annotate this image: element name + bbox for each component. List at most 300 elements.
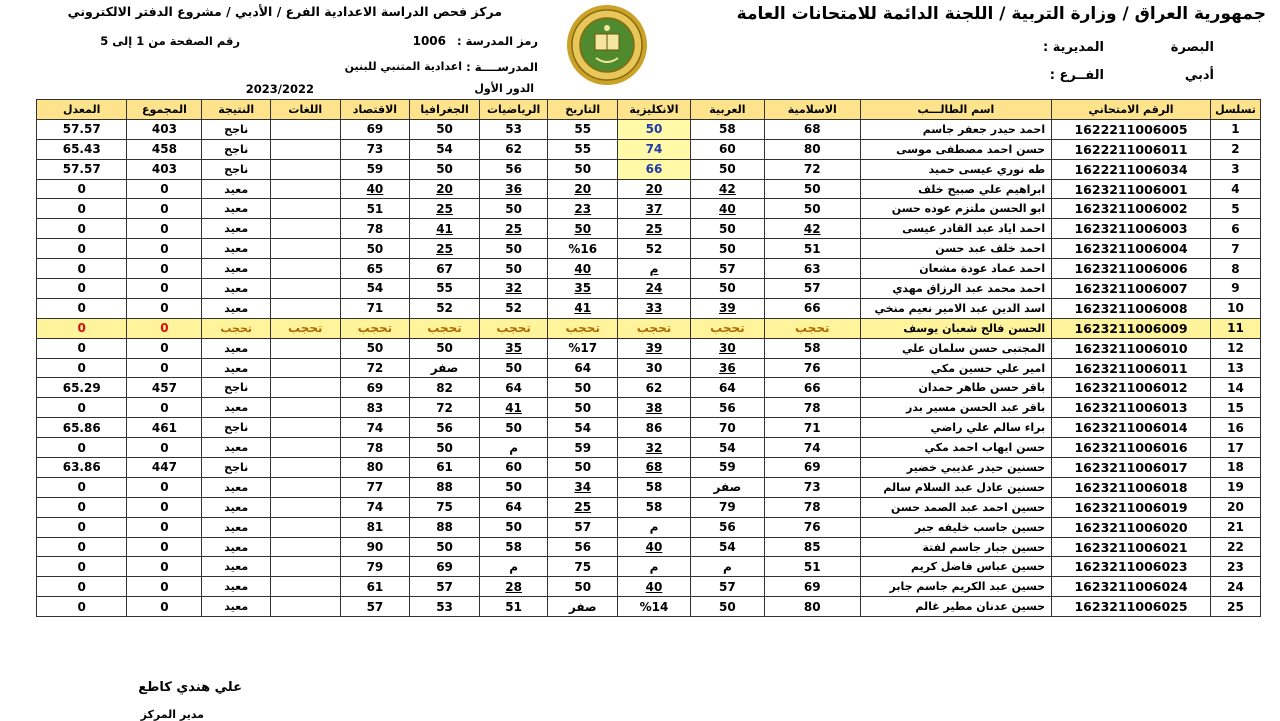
cell-history: 34 xyxy=(548,477,618,497)
cell-economics: 40 xyxy=(340,179,410,199)
cell-islamic: 50 xyxy=(764,199,860,219)
cell-history: 50 xyxy=(548,159,618,179)
table-row xyxy=(37,378,1261,398)
cell-arabic: 54 xyxy=(690,438,764,458)
cell-average: 0 xyxy=(37,577,127,597)
cell-result: معيد xyxy=(202,298,271,318)
cell-result: ناجح xyxy=(202,418,271,438)
cell-geography: 82 xyxy=(410,378,480,398)
cell-geography: 55 xyxy=(410,279,480,299)
column-header-arabic: العربية xyxy=(690,100,764,120)
cell-math: 50 xyxy=(479,418,548,438)
cell-geography: 50 xyxy=(410,438,480,458)
cell-result: معيد xyxy=(202,199,271,219)
cell-average: 0 xyxy=(37,338,127,358)
cell-islamic: 80 xyxy=(764,139,860,159)
cell-total: 0 xyxy=(127,537,202,557)
cell-total: 0 xyxy=(127,517,202,537)
cell-english: 39 xyxy=(618,338,691,358)
column-header-average: المعدل xyxy=(37,100,127,120)
cell-economics: تحجب xyxy=(340,318,410,338)
cell-islamic: 57 xyxy=(764,279,860,299)
cell-history: 75 xyxy=(548,557,618,577)
cell-result: تحجب xyxy=(202,318,271,338)
cell-math: 51 xyxy=(479,597,548,617)
cell-islamic: 58 xyxy=(764,338,860,358)
cell-student-name: حسين احمد عبد الصمد حسن xyxy=(860,497,1051,517)
cell-islamic: 76 xyxy=(764,358,860,378)
cell-history: صفر xyxy=(548,597,618,617)
cell-student-name: حسن ايهاب احمد مكي xyxy=(860,438,1051,458)
cell-arabic: 30 xyxy=(690,338,764,358)
cell-english: 40 xyxy=(618,577,691,597)
cell-exam-number: 1623211006004 xyxy=(1052,239,1211,259)
cell-arabic: 70 xyxy=(690,418,764,438)
cell-arabic: 79 xyxy=(690,497,764,517)
cell-seq: 4 xyxy=(1210,179,1260,199)
cell-english: م xyxy=(618,557,691,577)
cell-history: 55 xyxy=(548,119,618,139)
cell-math: 50 xyxy=(479,239,548,259)
cell-total: 0 xyxy=(127,497,202,517)
cell-islamic: 51 xyxy=(764,557,860,577)
cell-exam-number: 1623211006021 xyxy=(1052,537,1211,557)
cell-geography: 50 xyxy=(410,338,480,358)
cell-total: 0 xyxy=(127,259,202,279)
column-header-islamic: الاسلامية xyxy=(764,100,860,120)
cell-islamic: تحجب xyxy=(764,318,860,338)
column-header-exam-number: الرقم الامتحاني xyxy=(1052,100,1211,120)
cell-history: %17 xyxy=(548,338,618,358)
cell-economics: 54 xyxy=(340,279,410,299)
cell-student-name: طه نوري عيسى حميد xyxy=(860,159,1051,179)
cell-exam-number: 1623211006003 xyxy=(1052,219,1211,239)
cell-economics: 57 xyxy=(340,597,410,617)
cell-seq: 19 xyxy=(1210,477,1260,497)
signer-name: علي هندي كاطع xyxy=(138,680,242,695)
cell-history: 59 xyxy=(548,438,618,458)
school-label: المدرســــة : xyxy=(466,60,538,74)
document-title: جمهورية العراق / وزارة التربية / اللجنة الدائمة للامتحانات العامة xyxy=(736,4,1266,24)
cell-arabic: 50 xyxy=(690,597,764,617)
cell-seq: 8 xyxy=(1210,259,1260,279)
cell-english: 25 xyxy=(618,219,691,239)
column-header-economics: الاقتصاد xyxy=(340,100,410,120)
cell-math: 64 xyxy=(479,378,548,398)
table-row xyxy=(37,159,1261,179)
cell-exam-number: 1622211006005 xyxy=(1052,119,1211,139)
cell-history: %16 xyxy=(548,239,618,259)
table-row xyxy=(37,458,1261,478)
cell-exam-number: 1623211006024 xyxy=(1052,577,1211,597)
cell-total: 0 xyxy=(127,279,202,299)
table-row xyxy=(37,259,1261,279)
cell-average: 63.86 xyxy=(37,458,127,478)
cell-result: معيد xyxy=(202,497,271,517)
cell-average: 0 xyxy=(37,497,127,517)
cell-student-name: حسين عبد الكريم جاسم جابر xyxy=(860,577,1051,597)
table-row xyxy=(37,219,1261,239)
cell-student-name: حسين جاسب خليفه جبر xyxy=(860,517,1051,537)
academic-year: 2023/2022 xyxy=(245,82,314,96)
cell-economics: 77 xyxy=(340,477,410,497)
cell-student-name: احمد اياد عبد القادر عيسى xyxy=(860,219,1051,239)
cell-total: 0 xyxy=(127,298,202,318)
cell-student-name: حسنين عادل عبد السلام سالم xyxy=(860,477,1051,497)
cell-math: 64 xyxy=(479,497,548,517)
cell-math: 25 xyxy=(479,219,548,239)
cell-geography: 57 xyxy=(410,577,480,597)
cell-average: 0 xyxy=(37,279,127,299)
cell-result: معيد xyxy=(202,477,271,497)
cell-islamic: 85 xyxy=(764,537,860,557)
cell-seq: 1 xyxy=(1210,119,1260,139)
cell-islamic: 50 xyxy=(764,179,860,199)
cell-languages xyxy=(271,557,341,577)
cell-total: 457 xyxy=(127,378,202,398)
cell-total: 0 xyxy=(127,557,202,577)
cell-average: 0 xyxy=(37,398,127,418)
cell-languages xyxy=(271,219,341,239)
cell-seq: 9 xyxy=(1210,279,1260,299)
cell-languages xyxy=(271,119,341,139)
cell-average: 0 xyxy=(37,537,127,557)
cell-total: 0 xyxy=(127,438,202,458)
cell-languages xyxy=(271,259,341,279)
exam-round: الدور الأول xyxy=(474,82,534,95)
cell-exam-number: 1623211006013 xyxy=(1052,398,1211,418)
cell-history: 23 xyxy=(548,199,618,219)
cell-arabic: 64 xyxy=(690,378,764,398)
cell-arabic: 40 xyxy=(690,199,764,219)
cell-total: 447 xyxy=(127,458,202,478)
cell-english: م xyxy=(618,259,691,279)
cell-economics: 81 xyxy=(340,517,410,537)
cell-average: 0 xyxy=(37,219,127,239)
cell-islamic: 69 xyxy=(764,577,860,597)
cell-islamic: 42 xyxy=(764,219,860,239)
table-row xyxy=(37,517,1261,537)
table-row xyxy=(37,338,1261,358)
cell-total: 0 xyxy=(127,199,202,219)
school-value: اعدادية المتنبي للبنين xyxy=(344,60,462,73)
cell-math: 36 xyxy=(479,179,548,199)
cell-result: معيد xyxy=(202,358,271,378)
cell-exam-number: 1623211006020 xyxy=(1052,517,1211,537)
cell-exam-number: 1623211006011 xyxy=(1052,358,1211,378)
cell-student-name: المجتبى حسن سلمان علي xyxy=(860,338,1051,358)
cell-total: 0 xyxy=(127,577,202,597)
cell-islamic: 66 xyxy=(764,378,860,398)
cell-average: 65.86 xyxy=(37,418,127,438)
table-row xyxy=(37,358,1261,378)
cell-math: 52 xyxy=(479,298,548,318)
cell-islamic: 69 xyxy=(764,458,860,478)
center-title: مركز فحص الدراسة الاعدادية الفرع / الأدبي / مشروع الدفتر الالكتروني xyxy=(67,4,502,19)
directorate-label: المديرية : xyxy=(1042,40,1104,55)
cell-islamic: 73 xyxy=(764,477,860,497)
cell-arabic: 36 xyxy=(690,358,764,378)
cell-arabic: 39 xyxy=(690,298,764,318)
cell-languages xyxy=(271,239,341,259)
page-info: رقم الصفحة من 1 إلى 5 xyxy=(100,34,240,48)
cell-exam-number: 1623211006019 xyxy=(1052,497,1211,517)
cell-result: معيد xyxy=(202,279,271,299)
cell-average: 0 xyxy=(37,298,127,318)
column-header-english: الانكليزية xyxy=(618,100,691,120)
cell-result: معيد xyxy=(202,597,271,617)
cell-geography: 20 xyxy=(410,179,480,199)
cell-student-name: باقر حسن طاهر حمدان xyxy=(860,378,1051,398)
cell-result: ناجح xyxy=(202,119,271,139)
cell-average: 0 xyxy=(37,358,127,378)
signer-title: مدير المركز xyxy=(140,708,204,721)
cell-languages xyxy=(271,418,341,438)
cell-average: 57.57 xyxy=(37,159,127,179)
cell-result: معيد xyxy=(202,338,271,358)
cell-geography: 75 xyxy=(410,497,480,517)
cell-math: 41 xyxy=(479,398,548,418)
cell-arabic: 56 xyxy=(690,517,764,537)
cell-seq: 13 xyxy=(1210,358,1260,378)
cell-student-name: حسين عباس فاضل كريم xyxy=(860,557,1051,577)
cell-seq: 24 xyxy=(1210,577,1260,597)
cell-history: 55 xyxy=(548,139,618,159)
table-row xyxy=(37,497,1261,517)
cell-economics: 79 xyxy=(340,557,410,577)
cell-arabic: 50 xyxy=(690,159,764,179)
cell-languages xyxy=(271,199,341,219)
cell-arabic: 56 xyxy=(690,398,764,418)
cell-result: معيد xyxy=(202,438,271,458)
cell-exam-number: 1623211006018 xyxy=(1052,477,1211,497)
cell-geography: 53 xyxy=(410,597,480,617)
cell-english: 68 xyxy=(618,458,691,478)
cell-english: تحجب xyxy=(618,318,691,338)
cell-languages xyxy=(271,358,341,378)
cell-student-name: حسين عدنان مطير غالم xyxy=(860,597,1051,617)
cell-result: ناجح xyxy=(202,378,271,398)
cell-seq: 21 xyxy=(1210,517,1260,537)
cell-english: 40 xyxy=(618,537,691,557)
column-header-geography: الجغرافيا xyxy=(410,100,480,120)
table-header-row xyxy=(37,100,1261,120)
cell-average: 0 xyxy=(37,557,127,577)
cell-math: 58 xyxy=(479,537,548,557)
cell-exam-number: 1623211006016 xyxy=(1052,438,1211,458)
table-row xyxy=(37,279,1261,299)
cell-economics: 74 xyxy=(340,418,410,438)
cell-arabic: صفر xyxy=(690,477,764,497)
cell-result: معيد xyxy=(202,557,271,577)
column-header-seq: تسلسل xyxy=(1210,100,1260,120)
cell-economics: 50 xyxy=(340,338,410,358)
cell-result: معيد xyxy=(202,179,271,199)
cell-english: 30 xyxy=(618,358,691,378)
cell-math: م xyxy=(479,557,548,577)
cell-english: 66 xyxy=(618,159,691,179)
directorate-value: البصرة xyxy=(1170,40,1214,55)
cell-economics: 72 xyxy=(340,358,410,378)
cell-seq: 5 xyxy=(1210,199,1260,219)
cell-history: 50 xyxy=(548,458,618,478)
cell-math: م xyxy=(479,438,548,458)
cell-geography: 88 xyxy=(410,517,480,537)
cell-math: 28 xyxy=(479,577,548,597)
cell-result: معيد xyxy=(202,239,271,259)
table-row xyxy=(37,139,1261,159)
table-row xyxy=(37,537,1261,557)
cell-exam-number: 1623211006023 xyxy=(1052,557,1211,577)
cell-math: 60 xyxy=(479,458,548,478)
cell-islamic: 63 xyxy=(764,259,860,279)
cell-math: 35 xyxy=(479,338,548,358)
cell-economics: 59 xyxy=(340,159,410,179)
cell-result: ناجح xyxy=(202,139,271,159)
cell-total: 0 xyxy=(127,358,202,378)
cell-total: 0 xyxy=(127,398,202,418)
cell-seq: 10 xyxy=(1210,298,1260,318)
results-table xyxy=(36,99,1261,617)
table-row xyxy=(37,179,1261,199)
cell-exam-number: 1623211006009 xyxy=(1052,318,1211,338)
cell-seq: 17 xyxy=(1210,438,1260,458)
cell-seq: 14 xyxy=(1210,378,1260,398)
branch-label: الفــرع : xyxy=(1049,68,1104,83)
cell-history: 50 xyxy=(548,398,618,418)
cell-seq: 12 xyxy=(1210,338,1260,358)
cell-arabic: 50 xyxy=(690,239,764,259)
cell-geography: 61 xyxy=(410,458,480,478)
cell-average: 0 xyxy=(37,597,127,617)
cell-seq: 25 xyxy=(1210,597,1260,617)
cell-total: 0 xyxy=(127,239,202,259)
cell-math: 50 xyxy=(479,477,548,497)
cell-math: 50 xyxy=(479,517,548,537)
cell-average: 0 xyxy=(37,438,127,458)
cell-exam-number: 1623211006010 xyxy=(1052,338,1211,358)
cell-result: معيد xyxy=(202,577,271,597)
cell-history: 25 xyxy=(548,497,618,517)
cell-seq: 23 xyxy=(1210,557,1260,577)
cell-languages xyxy=(271,577,341,597)
cell-english: 32 xyxy=(618,438,691,458)
ministry-emblem-icon xyxy=(566,4,648,86)
cell-languages xyxy=(271,279,341,299)
cell-economics: 73 xyxy=(340,139,410,159)
cell-student-name: حسين جبار جاسم لفتة xyxy=(860,537,1051,557)
cell-student-name: احمد خلف عبد حسن xyxy=(860,239,1051,259)
table-row xyxy=(37,477,1261,497)
column-header-history: التاريخ xyxy=(548,100,618,120)
cell-languages xyxy=(271,458,341,478)
cell-math: 50 xyxy=(479,199,548,219)
cell-geography: 69 xyxy=(410,557,480,577)
cell-islamic: 51 xyxy=(764,239,860,259)
cell-seq: 22 xyxy=(1210,537,1260,557)
cell-languages xyxy=(271,338,341,358)
cell-arabic: 54 xyxy=(690,537,764,557)
cell-exam-number: 1623211006006 xyxy=(1052,259,1211,279)
cell-arabic: 57 xyxy=(690,259,764,279)
cell-seq: 3 xyxy=(1210,159,1260,179)
cell-arabic: 42 xyxy=(690,179,764,199)
cell-result: معيد xyxy=(202,219,271,239)
cell-economics: 69 xyxy=(340,378,410,398)
cell-english: 33 xyxy=(618,298,691,318)
cell-languages xyxy=(271,537,341,557)
cell-average: 0 xyxy=(37,259,127,279)
cell-math: 56 xyxy=(479,159,548,179)
cell-exam-number: 1622211006011 xyxy=(1052,139,1211,159)
cell-seq: 16 xyxy=(1210,418,1260,438)
cell-english: %14 xyxy=(618,597,691,617)
cell-arabic: تحجب xyxy=(690,318,764,338)
cell-result: معيد xyxy=(202,398,271,418)
cell-student-name: ابو الحسن ملتزم عوده حسن xyxy=(860,199,1051,219)
cell-geography: 67 xyxy=(410,259,480,279)
cell-geography: 54 xyxy=(410,139,480,159)
cell-english: 20 xyxy=(618,179,691,199)
cell-economics: 74 xyxy=(340,497,410,517)
cell-english: 86 xyxy=(618,418,691,438)
school-code-label: رمز المدرسة : xyxy=(456,34,538,48)
cell-student-name: براء سالم علي راضي xyxy=(860,418,1051,438)
cell-student-name: امير علي حسين مكي xyxy=(860,358,1051,378)
cell-average: 0 xyxy=(37,318,127,338)
cell-history: 57 xyxy=(548,517,618,537)
cell-economics: 78 xyxy=(340,438,410,458)
cell-history: 40 xyxy=(548,259,618,279)
cell-geography: 50 xyxy=(410,119,480,139)
table-row xyxy=(37,438,1261,458)
cell-geography: 50 xyxy=(410,159,480,179)
cell-islamic: 66 xyxy=(764,298,860,318)
cell-arabic: 50 xyxy=(690,219,764,239)
cell-seq: 15 xyxy=(1210,398,1260,418)
branch-value: أدبي xyxy=(1184,68,1214,83)
cell-student-name: احمد محمد عبد الرزاق مهدي xyxy=(860,279,1051,299)
cell-history: تحجب xyxy=(548,318,618,338)
cell-economics: 90 xyxy=(340,537,410,557)
cell-english: 37 xyxy=(618,199,691,219)
cell-economics: 71 xyxy=(340,298,410,318)
cell-average: 57.57 xyxy=(37,119,127,139)
cell-english: 24 xyxy=(618,279,691,299)
cell-math: تحجب xyxy=(479,318,548,338)
cell-seq: 2 xyxy=(1210,139,1260,159)
cell-arabic: 58 xyxy=(690,119,764,139)
cell-english: م xyxy=(618,517,691,537)
cell-math: 32 xyxy=(479,279,548,299)
cell-seq: 7 xyxy=(1210,239,1260,259)
cell-student-name: ابراهيم علي صبيح خلف xyxy=(860,179,1051,199)
cell-geography: 25 xyxy=(410,199,480,219)
cell-english: 74 xyxy=(618,139,691,159)
cell-average: 0 xyxy=(37,199,127,219)
cell-total: 0 xyxy=(127,318,202,338)
table-row xyxy=(37,199,1261,219)
cell-total: 461 xyxy=(127,418,202,438)
cell-history: 20 xyxy=(548,179,618,199)
cell-islamic: 72 xyxy=(764,159,860,179)
column-header-total: المجموع xyxy=(127,100,202,120)
table-row xyxy=(37,557,1261,577)
cell-arabic: 50 xyxy=(690,279,764,299)
cell-average: 0 xyxy=(37,517,127,537)
cell-student-name: حسنين حيدر عذيبي خضير xyxy=(860,458,1051,478)
cell-result: ناجح xyxy=(202,458,271,478)
